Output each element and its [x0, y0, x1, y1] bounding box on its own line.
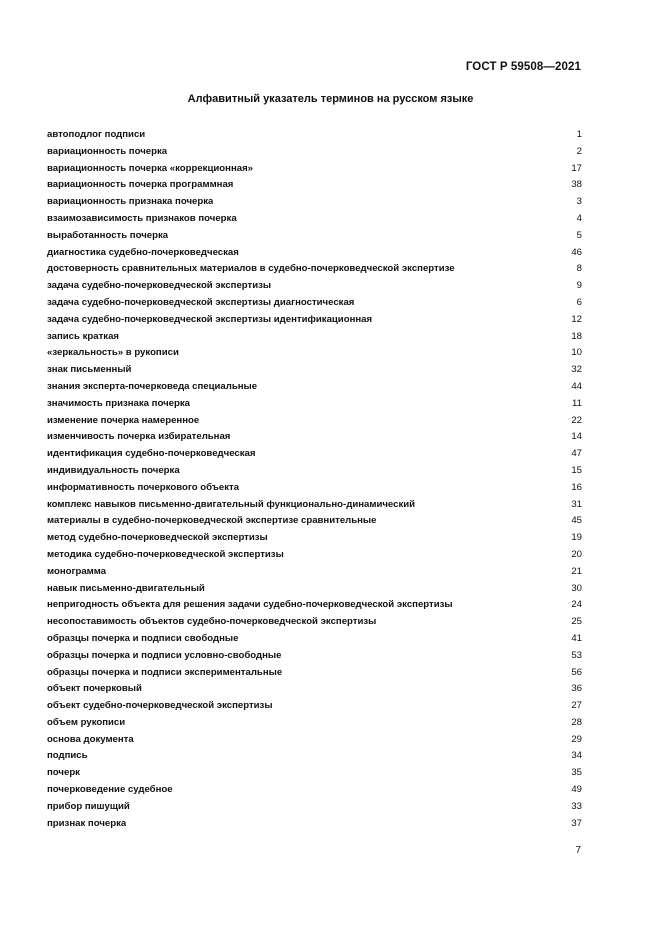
index-entry	[47, 161, 582, 178]
index-term: объем рукописи	[47, 716, 126, 728]
index-page-ref: 3	[576, 196, 582, 208]
index-entry	[47, 362, 582, 379]
index-page-ref: 5	[576, 229, 582, 241]
index-page-ref: 12	[571, 313, 582, 325]
index-term: вариационность признака почерка	[47, 196, 214, 208]
index-term: задача судебно-почерковедческой экспертизы идентификационная	[47, 313, 373, 325]
index-page-ref: 16	[571, 481, 582, 493]
index-entry	[47, 261, 582, 278]
index-page-ref: 10	[571, 347, 582, 359]
index-page-ref: 17	[571, 162, 582, 174]
page-number: 7	[575, 845, 581, 856]
index-page-ref: 18	[571, 330, 582, 342]
index-entry	[47, 396, 582, 413]
index-term: взаимозависимость признаков почерка	[47, 212, 237, 224]
index-page-ref: 41	[571, 632, 582, 644]
index-term: вариационность почерка	[47, 145, 168, 157]
index-entry	[47, 765, 582, 782]
index-page-ref: 4	[576, 212, 582, 224]
index-term: навык письменно-двигательный	[47, 582, 205, 594]
index-page-ref: 14	[571, 431, 582, 443]
index-page-ref: 29	[571, 733, 582, 745]
index-term: непригодность объекта для решения задачи судебно-почерковедческой экспертизы	[47, 599, 453, 611]
index-term: образцы почерка и подписи условно-свободные	[47, 649, 282, 661]
index-entry	[47, 211, 582, 228]
index-entry	[47, 799, 582, 816]
index-term: прибор пишущий	[47, 800, 130, 812]
index-term: вариационность почерка «коррекционная»	[47, 162, 254, 174]
index-entry	[47, 194, 582, 211]
index-term: методика судебно-почерковедческой экспертизы	[47, 548, 284, 560]
index-term: объект судебно-почерковедческой экспертизы	[47, 700, 273, 712]
index-term: почерковедение судебное	[47, 784, 173, 796]
index-page-ref: 11	[572, 397, 582, 409]
index-entry	[47, 581, 582, 598]
index-term: комплекс навыков письменно-двигательный функционально-динамический	[47, 498, 416, 510]
index-entry	[47, 732, 582, 749]
index-page-ref: 38	[571, 179, 582, 191]
index-page-ref: 36	[571, 683, 582, 695]
index-entry	[47, 648, 582, 665]
index-term: выработанность почерка	[47, 229, 169, 241]
index-page-ref: 47	[571, 448, 582, 460]
index-term: монограмма	[47, 565, 107, 577]
index-term: материалы в судебно-почерковедческой экспертизе сравнительные	[47, 515, 377, 527]
index-entry	[47, 614, 582, 631]
index-page-ref: 1	[576, 129, 582, 140]
index-entry	[47, 429, 582, 446]
index-entry	[47, 228, 582, 245]
index-entry	[47, 329, 582, 346]
index-entry	[47, 379, 582, 396]
index-entry	[47, 278, 582, 295]
index-page-ref: 24	[571, 599, 582, 611]
term-index-list	[47, 127, 582, 832]
index-page-ref: 9	[576, 280, 582, 292]
index-term: достоверность сравнительных материалов в судебно-почерковедческой экспертизе	[47, 263, 455, 275]
index-entry	[47, 345, 582, 362]
index-page-ref: 33	[571, 800, 582, 812]
index-term: признак почерка	[47, 817, 127, 829]
index-term: основа документа	[47, 733, 134, 745]
index-page-ref: 21	[571, 565, 582, 577]
index-entry	[47, 631, 582, 648]
index-title: Алфавитный указатель терминов на русском языке	[187, 93, 474, 105]
index-entry	[47, 665, 582, 682]
index-term: знак письменный	[47, 364, 132, 376]
index-page-ref: 45	[571, 515, 582, 527]
index-page-ref: 44	[571, 380, 582, 392]
index-entry	[47, 497, 582, 514]
index-term: значимость признака почерка	[47, 397, 191, 409]
index-entry	[47, 513, 582, 530]
index-page-ref: 31	[571, 498, 582, 510]
index-page-ref: 8	[576, 263, 582, 275]
index-term: подпись	[47, 750, 88, 762]
index-term: диагностика судебно-почерковедческая	[47, 246, 239, 258]
index-entry	[47, 312, 582, 329]
index-entry	[47, 446, 582, 463]
index-entry	[47, 816, 582, 833]
index-page-ref: 37	[571, 817, 582, 829]
index-term: метод судебно-почерковедческой экспертизы	[47, 532, 268, 544]
index-entry	[47, 748, 582, 765]
index-term: образцы почерка и подписи свободные	[47, 632, 239, 644]
index-page-ref: 20	[571, 548, 582, 560]
index-page-ref: 46	[571, 246, 582, 258]
index-entry	[47, 480, 582, 497]
index-entry	[47, 413, 582, 430]
index-term: изменчивость почерка избирательная	[47, 431, 231, 443]
index-term: задача судебно-почерковедческой экспертизы диагностическая	[47, 296, 355, 308]
index-page-ref: 25	[571, 616, 582, 628]
index-term: индивидуальность почерка	[47, 464, 180, 476]
index-page-ref: 22	[571, 414, 582, 426]
index-page-ref: 34	[571, 750, 582, 762]
index-entry	[47, 530, 582, 547]
index-entry	[47, 597, 582, 614]
index-term: изменение почерка намеренное	[47, 414, 200, 426]
index-page-ref: 28	[571, 716, 582, 728]
index-entry	[47, 463, 582, 480]
index-term: задача судебно-почерковедческой экспертизы	[47, 280, 272, 292]
index-page-ref: 2	[576, 145, 582, 157]
index-term: идентификация судебно-почерковедческая	[47, 448, 256, 460]
index-page-ref: 30	[571, 582, 582, 594]
index-term: знания эксперта-почерковеда специальные	[47, 380, 258, 392]
index-page-ref: 49	[571, 784, 582, 796]
index-entry	[47, 698, 582, 715]
index-term: образцы почерка и подписи экспериментальные	[47, 666, 283, 678]
index-entry	[47, 177, 582, 194]
index-term: автоподлог подписи	[47, 129, 146, 140]
index-page-ref: 27	[571, 700, 582, 712]
index-term: «зеркальность» в рукописи	[47, 347, 179, 359]
index-entry	[47, 681, 582, 698]
index-entry	[47, 782, 582, 799]
index-term: почерк	[47, 767, 80, 779]
index-term: запись краткая	[47, 330, 119, 342]
index-page-ref: 15	[571, 464, 582, 476]
index-term: информативность почеркового объекта	[47, 481, 240, 493]
index-entry	[47, 127, 582, 144]
index-page-ref: 19	[571, 532, 582, 544]
index-entry	[47, 245, 582, 262]
index-page-ref: 32	[571, 364, 582, 376]
index-term: несопоставимость объектов судебно-почерковедческой экспертизы	[47, 616, 377, 628]
index-page-ref: 35	[571, 767, 582, 779]
index-page-ref: 6	[576, 296, 582, 308]
index-entry	[47, 715, 582, 732]
index-page-ref: 53	[571, 649, 582, 661]
index-entry	[47, 144, 582, 161]
index-entry	[47, 295, 582, 312]
index-page-ref: 56	[571, 666, 582, 678]
index-term: вариационность почерка программная	[47, 179, 234, 191]
index-entry	[47, 547, 582, 564]
index-term: объект почерковый	[47, 683, 142, 695]
index-entry	[47, 564, 582, 581]
document-code: ГОСТ Р 59508—2021	[465, 61, 581, 73]
